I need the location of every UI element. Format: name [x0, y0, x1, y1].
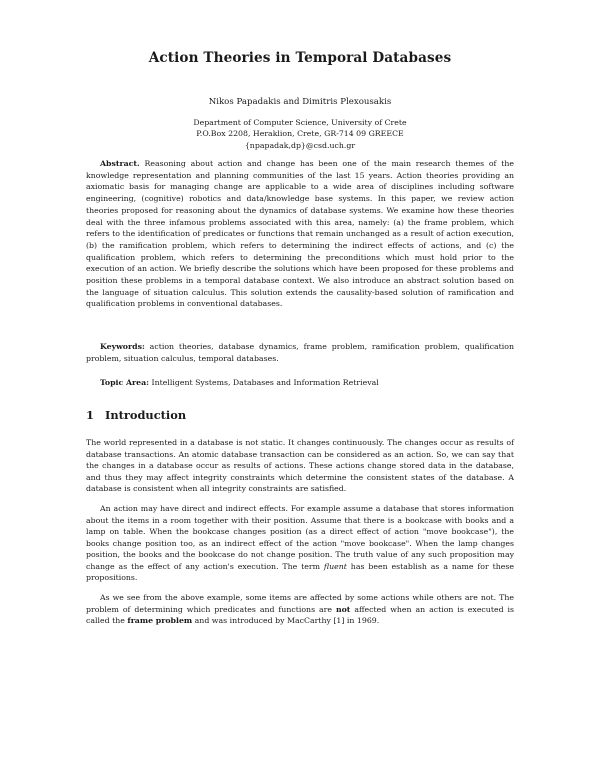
author-affiliation: [0, 117, 600, 151]
affiliation-department: Department of Computer Science, University of Crete: [193, 118, 407, 127]
topic-area-label: Topic Area:: [100, 378, 150, 387]
section-number: 1: [86, 408, 94, 422]
section-heading-introduction: [86, 408, 186, 422]
intro-paragraph-1: The world represented in a database is not static. It changes continuously. The changes occur as results of database transactions. An atomic database transaction can be considered as an action. So, we can say that the changes in a database occur as results of actions. These actions change stored data in the database, and thus they may affect integrity constraints which determine the consistent states of the database. A database is consistent when all integrity constraints are satisfied.: [86, 438, 514, 494]
intro-p3-text-b: affected when an action is executed is called the: [86, 604, 514, 626]
section-title: Introduction: [105, 408, 187, 422]
keywords-label: Keywords:: [100, 342, 145, 351]
intro-p2-text-b: has been establish as a name for these propositions.: [86, 561, 514, 583]
intro-paragraph-2: [86, 503, 514, 584]
emphasis-not: not: [335, 604, 351, 614]
affiliation-address: P.O.Box 2208, Heraklion, Crete, GR-714 09 GREECE: [196, 129, 404, 139]
paper-title: Action Theories in Temporal Databases: [148, 50, 452, 66]
keywords: [86, 341, 514, 364]
abstract: [86, 158, 514, 310]
frame-problem-term: frame problem: [127, 616, 193, 626]
abstract-label: Abstract.: [100, 159, 140, 168]
intro-p2-text-a: An action may have direct and indirect effects. For example assume a database that stores information about the items in a room together with their position. Assume that there is a bookcase with books and a lamp on table. When the bookcase changes position (as a direct effect of action "move bookcase"), the books change position too, as an indirect effect of the action "move bookcase". When the lamp changes position, the books and the bookcase do not change position. The truth value of any such proposition may change as the effect of any action's execution. The term: [86, 504, 514, 571]
intro-p3-text-c: and was introduced by MacCarthy [1] in 1969.: [192, 616, 380, 626]
intro-p3-text-a: As we see from the above example, some items are affected by some actions while others are not. The problem of determining which predicates and functions are: [86, 593, 514, 614]
topic-area-text: Intelligent Systems, Databases and Information Retrieval: [149, 378, 379, 387]
fluent-term: fluent: [323, 561, 347, 571]
affiliation-email: {npapadak,dp}@csd.uch.gr: [244, 140, 356, 150]
topic-area: [86, 377, 514, 389]
paper-authors: Nikos Papadakis and Dimitris Plexousakis: [208, 97, 392, 107]
abstract-text: Reasoning about action and change has been one of the main research themes of the knowledge representation and planning communities of the last 15 years. Action theories providing an axiomatic basis for managing change are applicable to a wide area of disciplines including software engineering, (cognitive) robotics and data/knowledge base systems. In this paper, we review action theories proposed for reasoning about the dynamics of database systems. We examine how these theories deal with the three infamous problems associated with this area, namely: (a) the frame problem, which refers to the identification of predicates or functions that remain unchanged as a result of action execution, (b) the ramification problem, which refers to determining the indirect effects of actions, and (c) the qualification problem, which refers to determining the preconditions which must hold prior to the execution of an action. We briefly describe the solutions which have been proposed for these problems and position these problems in a temporal database context. We also introduce an abstract solution based on the language of situation calculus. This solution extends the causality-based solution of ramification and qualification problems in conventional databases.: [86, 159, 514, 309]
keywords-text: action theories, database dynamics, frame problem, ramification problem, qualification problem, situation calculus, temporal databases.: [86, 342, 514, 363]
intro-paragraph-3: [86, 592, 514, 627]
